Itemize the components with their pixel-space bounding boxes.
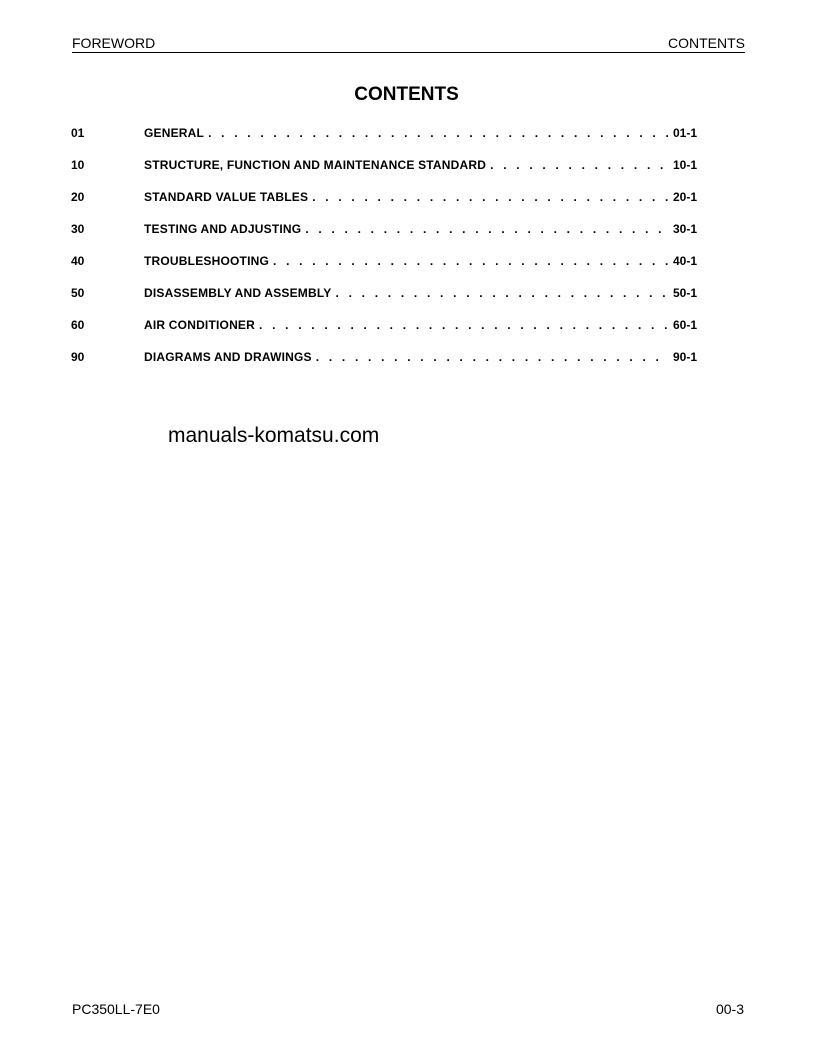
- toc-dot-leader: [312, 188, 669, 206]
- toc-dot-leader: [273, 252, 669, 270]
- header-section-name: FOREWORD: [72, 35, 156, 51]
- toc-page-number: 30-1: [672, 222, 697, 236]
- page-header: [72, 34, 745, 53]
- toc-section-number: 20: [71, 190, 85, 204]
- toc-page-number: 90-1: [672, 350, 697, 364]
- toc-row[interactable]: [71, 220, 697, 252]
- toc-section-title: GENERAL: [144, 126, 205, 140]
- table-of-contents: [71, 124, 697, 380]
- toc-row[interactable]: [71, 156, 697, 188]
- footer-model-number: PC350LL-7E0: [72, 1001, 160, 1017]
- toc-section-title: DIAGRAMS AND DRAWINGS: [144, 350, 312, 364]
- toc-section-number: 30: [71, 222, 85, 236]
- toc-section-title: DISASSEMBLY AND ASSEMBLY: [144, 286, 332, 300]
- toc-section-number: 10: [71, 158, 85, 172]
- footer-page-number: 00-3: [715, 1001, 744, 1017]
- toc-row[interactable]: [71, 316, 697, 348]
- toc-dot-leader: [316, 348, 669, 366]
- toc-section-title: STANDARD VALUE TABLES: [144, 190, 309, 204]
- toc-page-number: 60-1: [672, 318, 697, 332]
- toc-page-number: 10-1: [672, 158, 697, 172]
- header-page-name: CONTENTS: [668, 35, 745, 51]
- toc-dot-leader: [259, 316, 669, 334]
- toc-section-title: TROUBLESHOOTING: [144, 254, 269, 268]
- toc-section-number: 50: [71, 286, 85, 300]
- toc-row[interactable]: [71, 284, 697, 316]
- toc-row[interactable]: [71, 252, 697, 284]
- watermark-text: manuals-komatsu.com: [168, 424, 380, 447]
- toc-page-number: 40-1: [672, 254, 697, 268]
- toc-dot-leader: [490, 156, 669, 174]
- toc-section-title: STRUCTURE, FUNCTION AND MAINTENANCE STANDARD: [144, 158, 487, 172]
- toc-section-title: TESTING AND ADJUSTING: [144, 222, 302, 236]
- toc-dot-leader: [208, 124, 669, 142]
- toc-page-number: 50-1: [672, 286, 697, 300]
- toc-section-number: 60: [71, 318, 85, 332]
- toc-page-number: 20-1: [672, 190, 697, 204]
- toc-section-number: 90: [71, 350, 85, 364]
- toc-dot-leader: [336, 284, 669, 302]
- toc-page-number: 01-1: [672, 126, 697, 140]
- toc-dot-leader: [305, 220, 669, 238]
- toc-section-title: AIR CONDITIONER: [144, 318, 255, 332]
- toc-row[interactable]: [71, 124, 697, 156]
- toc-section-number: 01: [71, 126, 85, 140]
- toc-row[interactable]: [71, 348, 697, 380]
- toc-section-number: 40: [71, 254, 85, 268]
- page-title: CONTENTS: [354, 84, 459, 105]
- toc-row[interactable]: [71, 188, 697, 220]
